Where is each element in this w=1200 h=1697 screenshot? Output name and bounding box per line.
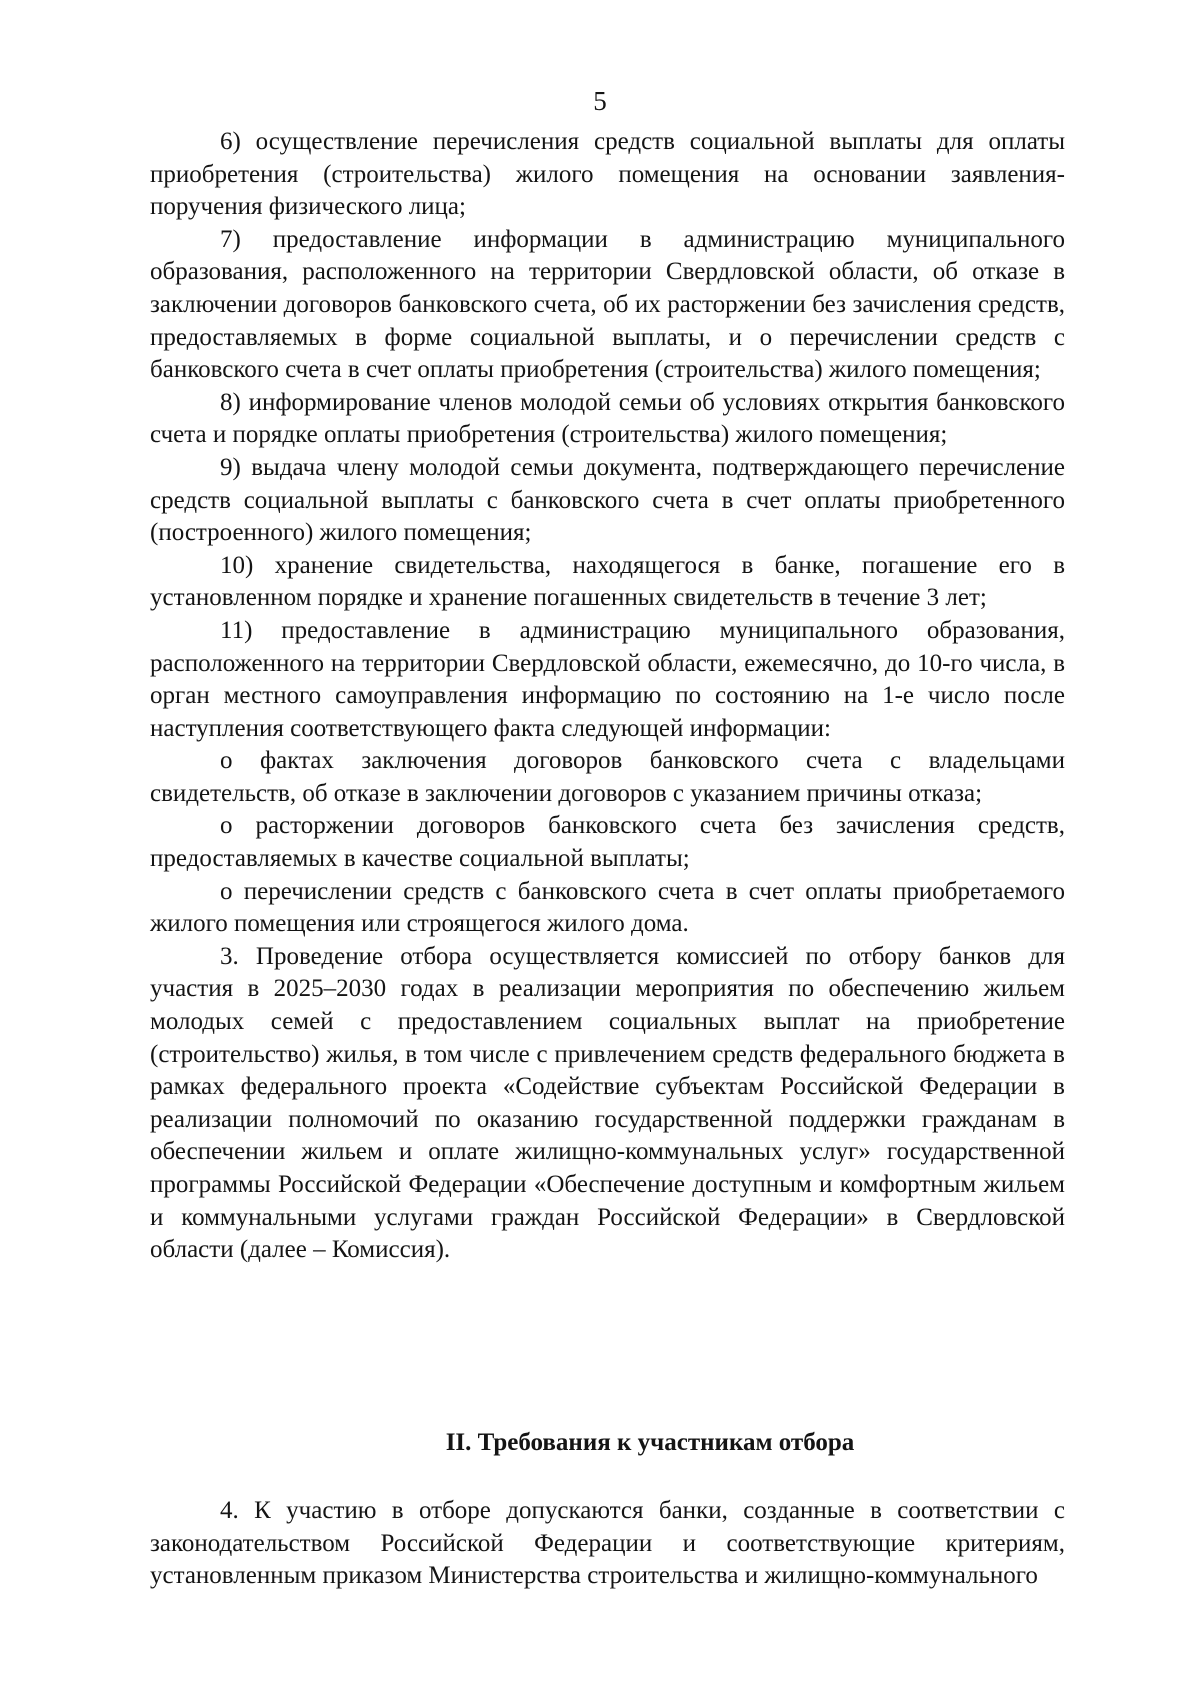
section-heading: II. Требования к участникам отбора — [445, 1429, 855, 1456]
paragraph-item-9: 9) выдача члену молодой семьи документа, подтверждающего перечисление средств социальной выплаты с банковского счета в счет оплаты приобретенного (построенного) жилого помещения; — [150, 453, 1065, 547]
document-body — [150, 126, 1065, 1267]
paragraph-item-7: 7) предоставление информации в администрацию муниципального образования, расположенного на территории Свердловской области, об отказе в заключении договоров банковского счета, об их расторжении без зачисления средств, предоставляемых в форме социальной выплаты, и о перечислении средств с банковского счета в счет оплаты приобретения (строительства) жилого помещения; — [150, 225, 1065, 384]
paragraph-clause-3: 3. Проведение отбора осуществляется комиссией по отбору банков для участия в 2025–2030 годах в реализации мероприятия по обеспечению жильем молодых семей с предоставлением социальных выплат на приобретение (строительство) жилья, в том числе с привлечением средств федерального бюджета в рамках федерального проекта «Содействие субъектам Российской Федерации в реализации полномочий по оказанию государственной поддержки гражданам в обеспечении жильем и оплате жилищно-коммунальных услуг» государственной программы Российской Федерации «Обеспечение доступным и комфортным жильем и коммунальными услугами граждан Российской Федерации» в Свердловской области (далее – Комиссия). — [150, 942, 1065, 1264]
paragraph-item-6: 6) осуществление перечисления средств социальной выплаты для оплаты приобретения (строительства) жилого помещения на основании заявления-поручения физического лица; — [150, 128, 1065, 221]
section-body — [150, 1495, 1065, 1593]
paragraph-item-8: 8) информирование членов молодой семьи об условиях открытия банковского счета и порядке оплаты приобретения (строительства) жилого помещения; — [150, 388, 1065, 449]
paragraph-item-11: 11) предоставление в администрацию муниципального образования, расположенного на территории Свердловской области, ежемесячно, до 10-го числа, в орган местного самоуправления информацию по состоянию на 1-е число после наступления соответствующего факта следующей информации: — [150, 616, 1065, 742]
paragraph-clause-4: 4. К участию в отборе допускаются банки, созданные в соответствии с законодательством Российской Федерации и соответствующие критериям, установленным приказом Министерства строительства и жилищно-коммунального — [150, 1497, 1065, 1590]
paragraph-subitem-transfer: о перечислении средств с банковского счета в счет оплаты приобретаемого жилого помещения или строящегося жилого дома. — [150, 877, 1065, 938]
page-number: 5 — [593, 86, 607, 116]
paragraph-subitem-termination: о расторжении договоров банковского счета без зачисления средств, предоставляемых в качестве социальной выплаты; — [150, 812, 1065, 873]
paragraph-item-10: 10) хранение свидетельства, находящегося в банке, погашение его в установленном порядке и хранение погашенных свидетельств в течение 3 лет; — [150, 551, 1065, 612]
paragraph-subitem-contracts: о фактах заключения договоров банковского счета с владельцами свидетельств, об отказе в заключении договоров с указанием причины отказа; — [150, 747, 1065, 807]
